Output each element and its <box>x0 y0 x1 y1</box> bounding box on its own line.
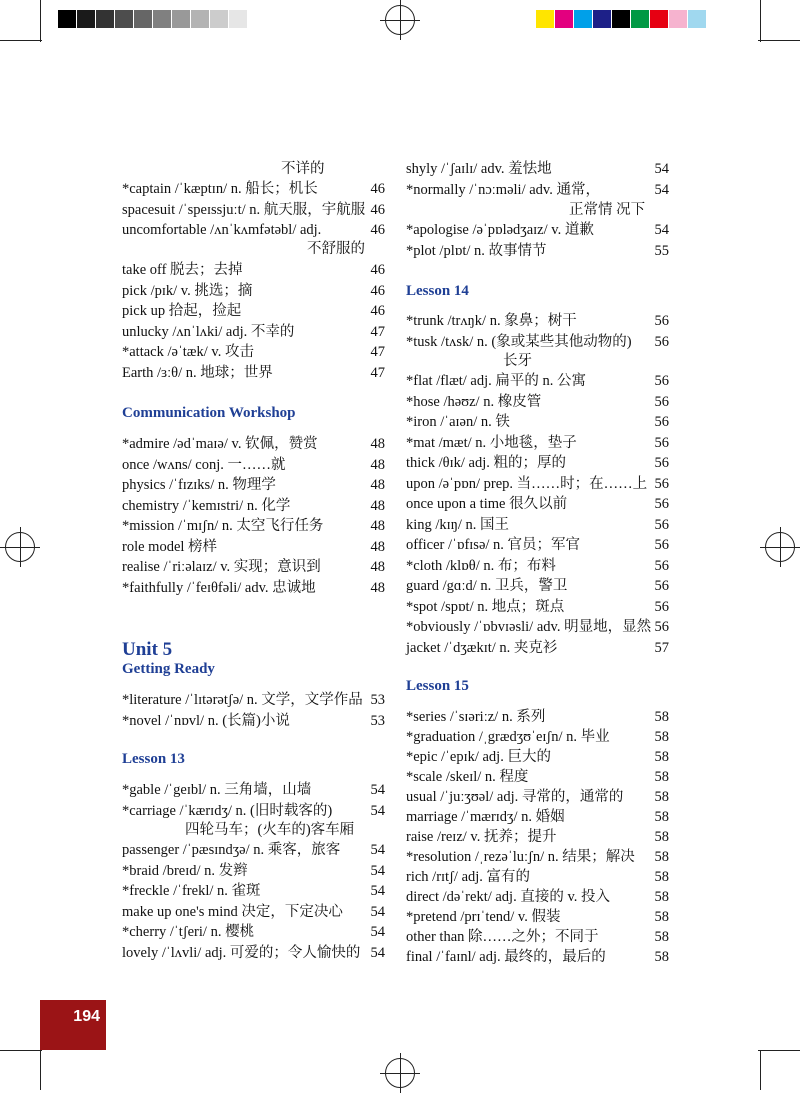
glossary-entry <box>406 887 669 907</box>
entry-text: uncomfortable /ʌnˈkʌmfətəbl/ adj. <box>122 222 322 238</box>
color-swatch <box>631 10 650 28</box>
entry-page-number: 56 <box>654 434 669 451</box>
entry-page-number: 54 <box>370 944 385 961</box>
glossary-entry <box>406 474 669 494</box>
glossary-entry <box>122 690 385 710</box>
glossary-entry <box>122 179 385 199</box>
entry-page-number: 54 <box>370 802 385 819</box>
entry-page-number: 47 <box>370 344 385 360</box>
color-bar <box>536 10 726 28</box>
entry-text: chemistry /ˈkemɪstri/ n. 化学 <box>122 497 291 514</box>
entry-page-number: 53 <box>370 712 385 729</box>
entry-page-number: 54 <box>370 782 385 798</box>
glossary-entry <box>406 827 669 847</box>
entry-text: *graduation /ˌgrædʒʊˈeɪʃn/ n. 毕业 <box>406 729 610 745</box>
color-swatch <box>536 10 555 28</box>
color-swatch <box>115 10 134 28</box>
glossary-entry <box>406 535 669 555</box>
glossary-entry <box>406 767 669 787</box>
section-heading: Lesson 14 <box>406 283 469 299</box>
glossary-entry <box>122 200 385 220</box>
entry-page-number: 58 <box>654 849 669 865</box>
entry-page-number: 48 <box>370 579 385 596</box>
entry-page-number: 54 <box>370 862 385 879</box>
entry-page-number: 54 <box>370 903 385 920</box>
entry-text: *captain /ˈkæptɪn/ n. 船长；机长 <box>122 181 318 197</box>
glossary-entry <box>406 747 669 767</box>
entry-page-number: 48 <box>370 538 385 555</box>
glossary-entry <box>122 434 385 454</box>
entry-page-number: 58 <box>654 889 669 905</box>
glossary-entry <box>122 578 385 598</box>
entry-text: usual /ˈjuːʒʊəl/ adj. 寻常的，通常的 <box>406 789 624 805</box>
entry-text: once /wʌns/ conj. 一……就 <box>122 456 286 473</box>
color-swatch <box>58 10 77 28</box>
registration-mark-top <box>385 5 415 35</box>
glossary-entry <box>122 943 385 963</box>
entry-text: thick /θɪk/ adj. 粗的；厚的 <box>406 455 566 471</box>
entry-text: realise /ˈriːəlaɪz/ v. 实现；意识到 <box>122 559 321 575</box>
entry-page-number: 48 <box>370 518 385 534</box>
entry-page-number: 46 <box>370 282 385 299</box>
entry-page-number: 58 <box>654 709 669 725</box>
entry-page-number: 58 <box>654 789 669 805</box>
entry-text: *trunk /trʌŋk/ n. 象鼻；树干 <box>406 313 577 329</box>
entry-text: *scale /skeɪl/ n. 程度 <box>406 769 529 785</box>
glossary-entry <box>122 455 385 475</box>
glossary-entry <box>122 881 385 901</box>
entry-page-number: 56 <box>654 578 669 594</box>
glossary-entry <box>122 260 385 280</box>
glossary-entry <box>406 159 669 179</box>
entry-page-number: 56 <box>654 537 669 553</box>
entry-text: rich /rɪtʃ/ adj. 富有的 <box>406 869 531 885</box>
color-swatch <box>191 10 210 28</box>
glossary-entry <box>406 332 669 352</box>
entry-text: king /kɪŋ/ n. 国王 <box>406 516 510 533</box>
entry-page-number: 57 <box>654 639 669 656</box>
entry-page-number: 58 <box>654 909 669 925</box>
entry-page-number: 56 <box>654 475 669 492</box>
glossary-entry <box>406 371 669 391</box>
entry-text: *plot /plɒt/ n. 故事情节 <box>406 242 547 259</box>
glossary-entry <box>406 576 669 596</box>
entry-page-number: 58 <box>654 869 669 885</box>
entry-page-number: 58 <box>654 929 669 945</box>
glossary-entry <box>122 922 385 942</box>
crop-mark <box>40 0 41 42</box>
entry-text: *series /ˈsɪəriːz/ n. 系列 <box>406 709 546 725</box>
entry-page-number: 58 <box>654 729 669 745</box>
glossary-entry <box>406 617 669 637</box>
entry-page-number: 54 <box>654 222 669 238</box>
entry-text: marriage /ˈmærɪdʒ/ n. 婚姻 <box>406 809 565 825</box>
entry-text: direct /dəˈrekt/ adj. 直接的 v. 投入 <box>406 889 611 905</box>
entry-page-number: 53 <box>370 692 385 708</box>
entry-page-number: 58 <box>654 829 669 845</box>
entry-text: *normally /ˈnɔːməli/ adv. 通常， <box>406 181 600 198</box>
glossary-entry <box>406 494 669 514</box>
grayscale-bar <box>58 10 248 28</box>
glossary-entry <box>406 392 669 412</box>
entry-continuation: 长牙 <box>503 353 532 369</box>
color-swatch <box>229 10 248 28</box>
entry-page-number: 48 <box>370 436 385 452</box>
entry-page-number: 54 <box>370 842 385 858</box>
entry-text: *iron /ˈaɪən/ n. 铁 <box>406 414 510 430</box>
entry-page-number: 47 <box>370 364 385 381</box>
entry-text: *pretend /prɪˈtend/ v. 假装 <box>406 909 561 925</box>
glossary-entry <box>122 342 385 362</box>
entry-text: *cloth /klɒθ/ n. 布；布料 <box>406 557 556 574</box>
glossary-entry <box>406 947 669 967</box>
color-swatch <box>650 10 669 28</box>
entry-text: pick up 拾起，捡起 <box>122 303 242 319</box>
glossary-entry <box>406 241 669 261</box>
entry-text: *braid /breɪd/ n. 发辫 <box>122 862 248 879</box>
color-swatch <box>593 10 612 28</box>
entry-text: passenger /ˈpæsɪndʒə/ n. 乘客，旅客 <box>122 842 341 858</box>
unit-heading: Unit 5 <box>122 639 173 660</box>
glossary-entry <box>122 801 385 821</box>
glossary-entry <box>406 727 669 747</box>
crop-mark <box>0 1050 42 1051</box>
registration-mark-bottom <box>385 1058 415 1088</box>
entry-continuation: 正常情 况下 <box>569 202 646 218</box>
entry-page-number: 58 <box>654 809 669 825</box>
entry-text: *literature /ˈlɪtərətʃə/ n. 文学，文学作品 <box>122 692 363 708</box>
entry-text: *flat /flæt/ adj. 扁平的 n. 公寓 <box>406 373 587 389</box>
crop-mark <box>758 40 800 41</box>
entry-page-number: 56 <box>654 496 669 512</box>
entry-text: make up one's mind 决定，下定决心 <box>122 903 343 920</box>
glossary-entry <box>406 433 669 453</box>
entry-text: raise /reɪz/ v. 抚养；提升 <box>406 829 557 845</box>
entry-page-number: 58 <box>654 769 669 785</box>
entry-page-number: 56 <box>654 313 669 329</box>
glossary-entry <box>122 322 385 342</box>
entry-page-number: 56 <box>654 455 669 471</box>
glossary-entry <box>122 475 385 495</box>
color-swatch <box>77 10 96 28</box>
entry-page-number: 48 <box>370 477 385 493</box>
glossary-entry <box>406 180 669 200</box>
glossary-entry <box>122 363 385 383</box>
entry-page-number: 46 <box>370 181 385 197</box>
glossary-entry <box>406 412 669 432</box>
entry-page-number: 56 <box>654 393 669 410</box>
entry-page-number: 54 <box>370 883 385 899</box>
entry-text: jacket /ˈdʒækɪt/ n. 夹克衫 <box>406 639 558 656</box>
glossary-entry <box>122 516 385 536</box>
crop-mark <box>40 1050 41 1090</box>
entry-page-number: 56 <box>654 619 669 635</box>
registration-mark-left <box>5 532 35 562</box>
entry-text: *gable /ˈgeɪbl/ n. 三角墙，山墙 <box>122 782 312 798</box>
entry-text: role model 榜样 <box>122 538 218 555</box>
color-swatch <box>210 10 229 28</box>
entry-text: *faithfully /ˈfeɪθfəli/ adv. 忠诚地 <box>122 579 316 596</box>
glossary-entry <box>122 281 385 301</box>
entry-text: final /ˈfaɪnl/ adj. 最终的，最后的 <box>406 949 606 965</box>
entry-page-number: 47 <box>370 323 385 340</box>
entry-continuation: 不舒服的 <box>307 241 365 257</box>
entry-page-number: 48 <box>370 559 385 575</box>
glossary-entry <box>406 787 669 807</box>
glossary-entry <box>406 453 669 473</box>
glossary-entry <box>406 597 669 617</box>
entry-page-number: 58 <box>654 949 669 965</box>
entry-page-number: 56 <box>654 598 669 615</box>
entry-page-number: 46 <box>370 201 385 218</box>
glossary-entry <box>122 301 385 321</box>
registration-mark-right <box>765 532 795 562</box>
glossary-entry <box>122 537 385 557</box>
glossary-entry <box>406 311 669 331</box>
entry-text: Earth /ɜːθ/ n. 地球；世界 <box>122 364 273 381</box>
entry-continuation: 四轮马车；(火车的)客车厢 <box>185 822 355 838</box>
entry-text: *hose /həʊz/ n. 橡皮管 <box>406 393 542 410</box>
color-swatch <box>707 10 726 28</box>
entry-text: *cherry /ˈtʃeri/ n. 樱桃 <box>122 924 255 940</box>
color-swatch <box>555 10 574 28</box>
glossary-entry <box>406 220 669 240</box>
entry-page-number: 56 <box>654 516 669 533</box>
crop-mark <box>760 1050 761 1090</box>
glossary-entry <box>122 496 385 516</box>
color-swatch <box>134 10 153 28</box>
entry-text: shyly /ˈʃaɪlɪ/ adv. 羞怯地 <box>406 161 552 177</box>
entry-text: *apologise /əˈpɒlədʒaɪz/ v. 道歉 <box>406 222 594 238</box>
entry-text: *carriage /ˈkærɪdʒ/ n. (旧时载客的) <box>122 802 333 819</box>
glossary-entry <box>122 861 385 881</box>
entry-text: *epic /ˈepɪk/ adj. 巨大的 <box>406 749 551 765</box>
glossary-entry <box>122 780 385 800</box>
glossary-entry <box>406 867 669 887</box>
glossary-entry <box>122 711 385 731</box>
entry-page-number: 54 <box>370 924 385 940</box>
entry-text: spacesuit /ˈspeɪssjuːt/ n. 航天服，宇航服 <box>122 201 366 218</box>
crop-mark <box>758 1050 800 1051</box>
section-heading: Getting Ready <box>122 661 215 677</box>
color-swatch <box>688 10 707 28</box>
glossary-entry <box>406 515 669 535</box>
section-heading: Communication Workshop <box>122 405 296 421</box>
crop-mark <box>0 40 42 41</box>
glossary-entry <box>406 638 669 658</box>
entry-page-number: 46 <box>370 303 385 319</box>
section-heading: Lesson 13 <box>122 751 185 767</box>
color-swatch <box>574 10 593 28</box>
entry-text: guard /gɑːd/ n. 卫兵，警卫 <box>406 578 568 594</box>
entry-text: *mat /mæt/ n. 小地毯，垫子 <box>406 434 577 451</box>
glossary-entry <box>122 902 385 922</box>
entry-page-number: 56 <box>654 373 669 389</box>
entry-text: *novel /ˈnɒvl/ n. (长篇)小说 <box>122 712 290 729</box>
entry-text: physics /ˈfɪzɪks/ n. 物理学 <box>122 477 276 493</box>
entry-page-number: 56 <box>654 557 669 574</box>
crop-mark <box>760 0 761 42</box>
page-number-box <box>40 1000 106 1050</box>
entry-page-number: 48 <box>370 456 385 473</box>
glossary-entry <box>406 847 669 867</box>
entry-text: *attack /əˈtæk/ v. 攻击 <box>122 344 254 360</box>
entry-continuation: 不详的 <box>281 161 325 177</box>
entry-text: lovely /ˈlʌvli/ adj. 可爱的；令人愉快的 <box>122 944 361 961</box>
entry-page-number: 56 <box>654 414 669 430</box>
glossary-entry <box>122 557 385 577</box>
entry-text: *admire /ədˈmaɪə/ v. 钦佩，赞赏 <box>122 436 318 452</box>
entry-text: officer /ˈɒfɪsə/ n. 官员；军官 <box>406 537 581 553</box>
entry-page-number: 46 <box>370 262 385 278</box>
glossary-entry <box>406 807 669 827</box>
entry-text: *tusk /tʌsk/ n. (象或某些其他动物的) <box>406 333 632 350</box>
entry-text: *freckle /ˈfrekl/ n. 雀斑 <box>122 883 261 899</box>
glossary-entry <box>406 556 669 576</box>
section-heading: Lesson 15 <box>406 678 469 694</box>
entry-text: once upon a time 很久以前 <box>406 496 568 512</box>
entry-text: take off 脱去；去掉 <box>122 262 243 278</box>
entry-text: *mission /ˈmɪʃn/ n. 太空飞行任务 <box>122 518 324 534</box>
glossary-entry <box>406 707 669 727</box>
page-number: 194 <box>73 1008 100 1025</box>
entry-page-number: 54 <box>654 161 669 177</box>
color-swatch <box>612 10 631 28</box>
glossary-entry <box>406 927 669 947</box>
glossary-entry <box>122 840 385 860</box>
entry-text: other than 除……之外；不同于 <box>406 929 599 945</box>
entry-text: *spot /spɒt/ n. 地点；斑点 <box>406 598 565 615</box>
color-swatch <box>153 10 172 28</box>
color-swatch <box>96 10 115 28</box>
color-swatch <box>172 10 191 28</box>
glossary-entry <box>122 220 385 240</box>
entry-page-number: 46 <box>370 222 385 238</box>
entry-page-number: 54 <box>654 181 669 198</box>
entry-text: upon /əˈpɒn/ prep. 当……时；在……上 <box>406 475 648 492</box>
color-swatch <box>669 10 688 28</box>
entry-page-number: 56 <box>654 333 669 350</box>
entry-text: *obviously /ˈɒbvɪəsli/ adv. 明显地，显然 <box>406 619 652 635</box>
glossary-entry <box>406 907 669 927</box>
entry-text: unlucky /ʌnˈlʌki/ adj. 不幸的 <box>122 323 295 340</box>
entry-page-number: 48 <box>370 497 385 514</box>
entry-text: *resolution /ˌrezəˈluːʃn/ n. 结果；解决 <box>406 849 635 865</box>
entry-page-number: 58 <box>654 749 669 765</box>
entry-page-number: 55 <box>654 242 669 259</box>
entry-text: pick /pɪk/ v. 挑选；摘 <box>122 282 253 299</box>
